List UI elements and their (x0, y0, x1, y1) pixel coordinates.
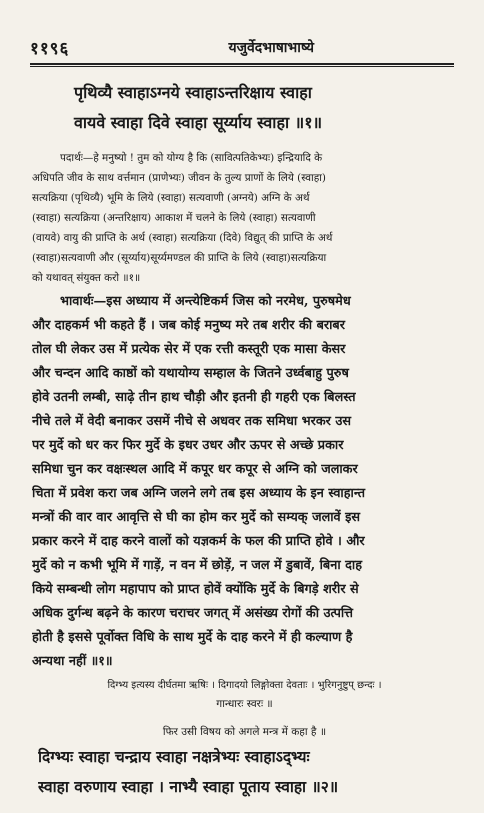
bhavartha-line: पर मुर्दे को धर कर फिर मुर्दे के इधर उधर और ऊपर से अच्छे प्रकार (32, 438, 344, 453)
padartha-line: को यथावत् संयुक्त करो ॥१॥ (32, 272, 141, 284)
rishi-devata-line: दिग्भ्य इत्यस्य दीर्घतमा ऋषिः । दिगादयो लिङ्गोक्ता देवताः । भुरिगनुष्टुप् छन्दः । (107, 680, 382, 691)
padartha-block (32, 148, 457, 288)
mantra-2-line-2: स्वाहा वरुणाय स्वाहा । नाभ्यै स्वाहा पूताय स्वाहा ॥२॥ (38, 777, 339, 796)
bhavartha-line: तोल घी लेकर उस में प्रत्येक सेर में एक रत्ती कस्तूरी एक मासा केसर (32, 342, 346, 357)
mantra-1-line-2: वायवे स्वाहा दिवे स्वाहा सूर्य्याय स्वाहा ॥१॥ (74, 113, 323, 132)
padartha-line: (वायवे) वायु की प्राप्ति के अर्थ (स्वाहा) सत्यक्रिया (दिवे) विद्युत् की प्राप्ति के अर्थ (32, 232, 333, 244)
bhavartha-line: होवे उतनी लम्बी, साढ़े तीन हाथ चौड़ी और इतनी ही गहरी एक बिलस्त (32, 390, 356, 405)
bhavartha-line: समिधा चुन कर वक्षःस्थल आदि में कपूर धर कपूर से अग्नि को जलाकर (32, 462, 358, 477)
bhavartha-line: मन्त्रों की वार वार आवृत्ति से घी का होम कर मुर्दे को सम्यक् जलावें इस (32, 510, 361, 525)
running-title: यजुर्वेदभाषाभाष्ये (228, 39, 314, 56)
padartha-line: अधिपति जीव के साथ वर्त्तमान (प्राणेभ्यः) जीवन के तुल्य प्राणों के लिये (स्वाहा) (32, 172, 326, 184)
header-rule (30, 63, 454, 65)
bhavartha-line: किये सम्बन्धी लोग महापाप को प्राप्त होवें क्योंकि मुर्दे के बिगड़े शरीर से (32, 582, 359, 597)
page-number: ११९६ (30, 38, 70, 59)
bhavartha-line: प्रकार करने में दाह करने वालों को यज्ञकर्म के फल की प्राप्ति होवे । और (32, 534, 365, 549)
padartha-line: (स्वाहा)सत्यवाणी और (सूर्य्याय)सूर्य्यमण्डल की प्राप्ति के लिये (स्वाहा)सत्यक्रिया (32, 252, 327, 264)
bhavartha-line: मुर्दे को न कभी भूमि में गाड़ें, न वन में छोड़ें, न जल में डुबावें, बिना दाह (32, 558, 363, 573)
bhavartha-line: अधिक दुर्गन्ध बढ़ने के कारण चराचर जगत् में असंख्य रोगों की उत्पत्ति (32, 606, 354, 621)
bhavartha-block (32, 290, 457, 674)
bhavartha-line: भावार्थः—इस अध्याय में अन्त्येष्टिकर्म जिस को नरमेध, पुरुषमेध (60, 294, 351, 309)
bhavartha-line: और चन्दन आदि काष्ठों को यथायोग्य सम्हाल के जितने उर्ध्वबाहु पुरुष (32, 366, 349, 381)
swara-line: गान्धारः स्वरः ॥ (216, 698, 273, 710)
bhavartha-line: और दाहकर्म भी कहते हैं । जब कोई मनुष्य मरे तब शरीर की बराबर (32, 318, 345, 333)
bhavartha-line: होती है इससे पूर्वोक्त विधि के साथ मुर्दे के दाह करने में ही कल्याण है (32, 630, 353, 645)
header-rule-thin (30, 66, 454, 67)
bhavartha-line: चिता में प्रवेश करा जब अग्नि जलने लगे तब इस अध्याय के इन स्वाहान्त (32, 486, 366, 501)
bhavartha-line: नीचे तले में वेदी बनाकर उसमें नीचे से अधवर तक समिधा भरकर उस (32, 414, 352, 429)
padartha-line: सत्यक्रिया (पृथिव्यै) भूमि के लिये (स्वाहा) सत्यवाणी (अग्नये) अग्नि के अर्थ (32, 192, 310, 204)
mantra-2 (38, 742, 458, 802)
mantra-2-line-1: दिग्भ्यः स्वाहा चन्द्राय स्वाहा नक्षत्रेभ्यः स्वाहाऽद्भ्यः (38, 747, 310, 766)
mantra-1-line-1: पृथिव्यै स्वाहाऽग्नये स्वाहाऽन्तरिक्षाय स्वाहा (74, 83, 312, 102)
padartha-line: (स्वाहा) सत्यक्रिया (अन्तरिक्षाय) आकाश में चलने के लिये (स्वाहा) सत्यवाणी (32, 212, 316, 224)
padartha-line: पदार्थः—हे मनुष्यो ! तुम को योग्य है कि (सावित्पतिकेभ्यः) इन्द्रियादि के (60, 152, 323, 164)
page-header (30, 36, 454, 58)
mantra-intro-line: फिर उसी विषय को अगले मन्त्र में कहा है ॥ (162, 726, 327, 738)
bhavartha-line: अन्यथा नहीं ॥१॥ (32, 654, 113, 669)
